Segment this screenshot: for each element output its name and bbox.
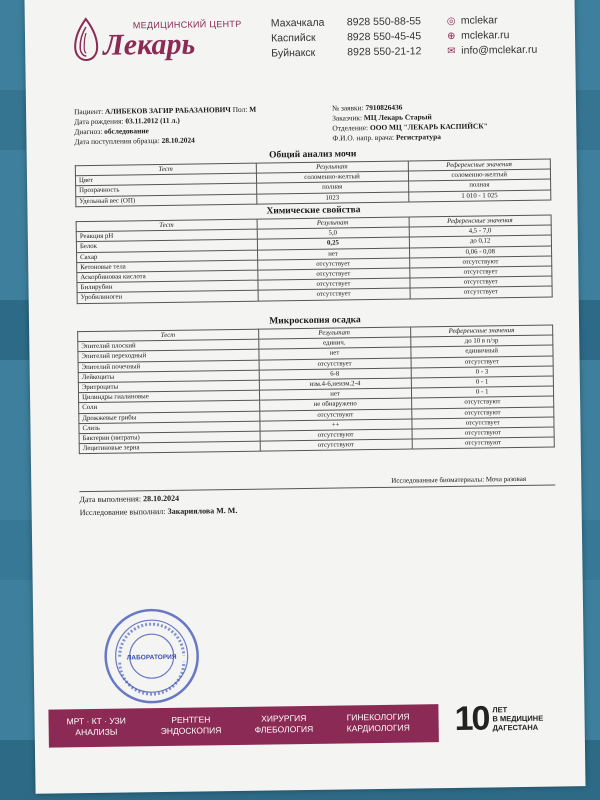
- cell-test: Соли: [79, 401, 260, 414]
- cell-ref: отсутствует: [410, 286, 553, 298]
- cell-test: Эритроциты: [78, 380, 259, 393]
- cell-ref: отсутствует: [411, 417, 554, 429]
- stamp-text: ЛАБОРАТОРИЯ: [126, 653, 177, 662]
- column-header: Тест: [75, 163, 256, 176]
- instagram-icon: ◎: [446, 15, 456, 27]
- cell-ref: 1 010 - 1 025: [408, 190, 551, 202]
- cell-ref: 0 - 3: [411, 366, 554, 378]
- sediment-microscopy-table: [77, 325, 555, 455]
- contact-phone: 8928 550-45-45: [346, 30, 422, 44]
- clinic-name: Лекарь: [102, 27, 196, 62]
- cell-result: не обнаружено: [259, 398, 411, 410]
- cell-ref: отсутствует: [409, 266, 552, 278]
- column-header: Результат: [256, 161, 408, 173]
- cell-result: нет: [257, 248, 409, 260]
- cell-ref: 4,5 - 7,0: [409, 225, 552, 237]
- lab-report-sheet: [24, 0, 585, 794]
- service-group: [67, 716, 127, 739]
- cell-test: Лецитиновые зерна: [79, 441, 260, 454]
- contact-row: [271, 43, 537, 62]
- cell-test: Дрожжевые грибы: [79, 411, 260, 424]
- cell-ref: отсутствует: [409, 276, 552, 288]
- cell-result: соломенно-желтый: [256, 171, 408, 183]
- label: Дата поступления образца:: [74, 136, 160, 147]
- label: Ф.И.О. напр. врача:: [332, 132, 395, 143]
- cell-result: отсутствует: [257, 258, 409, 270]
- divider: [79, 485, 555, 493]
- cell-test: Билирубин: [77, 280, 258, 293]
- laboratory-stamp: [101, 605, 202, 706]
- chemical-properties-table: [76, 215, 553, 304]
- patient-sex: М: [249, 104, 257, 114]
- client: МЦ Лекарь Старый: [363, 112, 432, 123]
- cell-ref: отсутствует: [411, 356, 554, 368]
- cell-test: Цвет: [75, 173, 256, 186]
- cell-result: нет: [258, 347, 410, 359]
- column-header: Референсные значения: [409, 215, 552, 227]
- cell-result: отсутствует: [257, 268, 409, 280]
- column-header: Тест: [76, 219, 257, 232]
- cell-test: Слизь: [79, 421, 260, 434]
- service: ХИРУРГИЯ: [261, 713, 307, 724]
- cell-test: Уробилиноген: [77, 291, 258, 304]
- cell-test: Лейкоциты: [78, 370, 259, 383]
- service: ЭНДОСКОПИЯ: [160, 725, 222, 737]
- column-header: Результат: [258, 327, 410, 339]
- contact-link: mclekar.ru: [460, 29, 510, 42]
- patient-dob: 03.11.2012 (11 л.): [125, 115, 180, 126]
- section-title: Микроскопия осадка: [269, 315, 361, 327]
- service: ФЛЕБОЛОГИЯ: [254, 723, 314, 735]
- label: Пациент:: [74, 106, 104, 117]
- urine-general-table: [75, 159, 552, 207]
- column-header: Референсные значения: [408, 159, 551, 171]
- cell-ref: 0 - 1: [411, 386, 554, 398]
- cell-result: 0,25: [257, 237, 409, 249]
- cell-test: Эпителий переходный: [78, 350, 259, 363]
- cell-test: Аскорбиновая кислота: [77, 270, 258, 283]
- cell-ref: 0 - 1: [411, 376, 554, 388]
- cell-ref: до 0,12: [409, 235, 552, 247]
- anniversary-number: 10: [454, 699, 489, 738]
- clinic-logo: [73, 15, 242, 61]
- anniversary-text: В МЕДИЦИНЕ: [492, 713, 544, 724]
- label: Пол:: [232, 104, 248, 114]
- completion-date: [79, 494, 179, 504]
- cell-test: Бактерии (нитраты): [79, 431, 260, 444]
- cell-result: нет: [259, 388, 411, 400]
- web-icon: ⊕: [446, 30, 456, 42]
- cell-result: отсутствует: [257, 278, 409, 290]
- cell-ref: отсутствуют: [409, 256, 552, 268]
- label: Дата рождения:: [74, 116, 124, 127]
- performer: [80, 506, 238, 517]
- service-group: [160, 714, 221, 737]
- cell-result: отсутствуют: [260, 429, 412, 441]
- service: ГИНЕКОЛОГИЯ: [346, 711, 410, 723]
- patient-name: АЛИБЕКОВ ЗАГИР РАБАЗАНОВИЧ: [104, 105, 231, 116]
- email-icon: ✉: [447, 45, 456, 57]
- cell-test: Сахар: [77, 250, 258, 263]
- cell-ref: отсутствуют: [411, 396, 554, 408]
- cell-result: отсутствуют: [260, 439, 412, 451]
- label: Исследование выполнил:: [79, 506, 166, 518]
- contact-link: info@mclekar.ru: [461, 43, 538, 57]
- service-group: [254, 713, 313, 736]
- order-number: 7910826436: [365, 102, 403, 113]
- cell-ref: до 10 в п/зр: [410, 335, 553, 347]
- section-title: Химические свойства: [266, 205, 361, 217]
- anniversary-badge: [454, 699, 543, 739]
- cell-ref: отсутствуют: [412, 437, 555, 449]
- completion-date-value: 28.10.2024: [142, 493, 180, 504]
- department: ООО МЦ "ЛЕКАРЬ КАСПИЙСК": [369, 121, 488, 133]
- service-group: [346, 712, 409, 735]
- cell-result: изм.4-6,неизм.2-4: [259, 378, 411, 390]
- cell-test: Эпителий плоский: [78, 339, 259, 352]
- cell-result: полная: [256, 181, 408, 193]
- contact-phone: 8928 550-21-12: [347, 45, 422, 59]
- label: Отделение:: [332, 123, 369, 133]
- service: МРТ · КТ · УЗИ: [66, 715, 126, 727]
- sample-received-date: 28.10.2024: [161, 135, 195, 145]
- cell-test: Белок: [76, 240, 257, 253]
- cell-result: единич.: [258, 337, 410, 349]
- cell-result: 5,0: [257, 227, 409, 239]
- section-title: Общий анализ мочи: [269, 149, 357, 161]
- cell-result: ++: [259, 419, 411, 431]
- cell-test: Реакция pH: [76, 229, 257, 242]
- referring-doctor: Регистратура: [395, 132, 441, 142]
- cell-test: Прозрачность: [76, 184, 257, 197]
- contact-phone: 8928 550-88-55: [346, 15, 422, 29]
- cell-result: отсутствует: [259, 358, 411, 370]
- clinic-subtitle: МЕДИЦИНСКИЙ ЦЕНТР: [132, 18, 242, 31]
- service: АНАЛИЗЫ: [75, 726, 118, 738]
- anniversary-text: ЛЕТ: [492, 705, 508, 715]
- column-header: Референсные значения: [410, 325, 553, 337]
- cell-ref: отсутствуют: [411, 407, 554, 419]
- label: Заказчик:: [332, 113, 363, 123]
- cell-ref: полная: [408, 179, 551, 191]
- cell-result: 1023: [256, 192, 408, 204]
- contact-city: Махачкала: [270, 16, 325, 30]
- label: № заявки:: [331, 103, 364, 113]
- cell-test: Удельный вес (ОП): [76, 194, 257, 207]
- cell-ref: 0,06 - 0,08: [409, 246, 552, 258]
- cell-ref: единичный: [410, 345, 553, 357]
- contact-city: Буйнакск: [271, 46, 316, 60]
- patient-diagnosis: обследование: [104, 126, 149, 136]
- cell-test: Кетоновые тела: [77, 260, 258, 273]
- column-header: Результат: [257, 217, 409, 229]
- drop-logo-icon: [73, 17, 100, 61]
- column-header: Тест: [78, 329, 259, 342]
- cell-result: 6-8: [259, 368, 411, 380]
- label: Диагноз:: [74, 126, 103, 137]
- cell-result: отсутствует: [258, 288, 410, 300]
- cell-ref: отсутствуют: [412, 427, 555, 439]
- cell-ref: соломенно-желтый: [408, 169, 551, 181]
- cell-result: отсутствуют: [259, 409, 411, 421]
- contact-city: Каспийск: [270, 31, 316, 45]
- services-banner: [48, 704, 438, 747]
- service: РЕНТГЕН: [171, 714, 211, 725]
- cell-test: Эпителий почечный: [78, 360, 259, 373]
- biomaterial-note: Исследованные биоматериалы: Моча разовая: [391, 474, 527, 485]
- anniversary-text: ДАГЕСТАНА: [492, 722, 539, 733]
- service: КАРДИОЛОГИЯ: [346, 722, 410, 734]
- cell-test: Цилиндры гиалиновые: [78, 390, 259, 403]
- contact-link: mclekar: [460, 14, 498, 27]
- performer-name: Закариялова М. М.: [167, 505, 238, 516]
- contacts-block: [271, 13, 538, 62]
- label: Дата выполнения:: [79, 494, 142, 505]
